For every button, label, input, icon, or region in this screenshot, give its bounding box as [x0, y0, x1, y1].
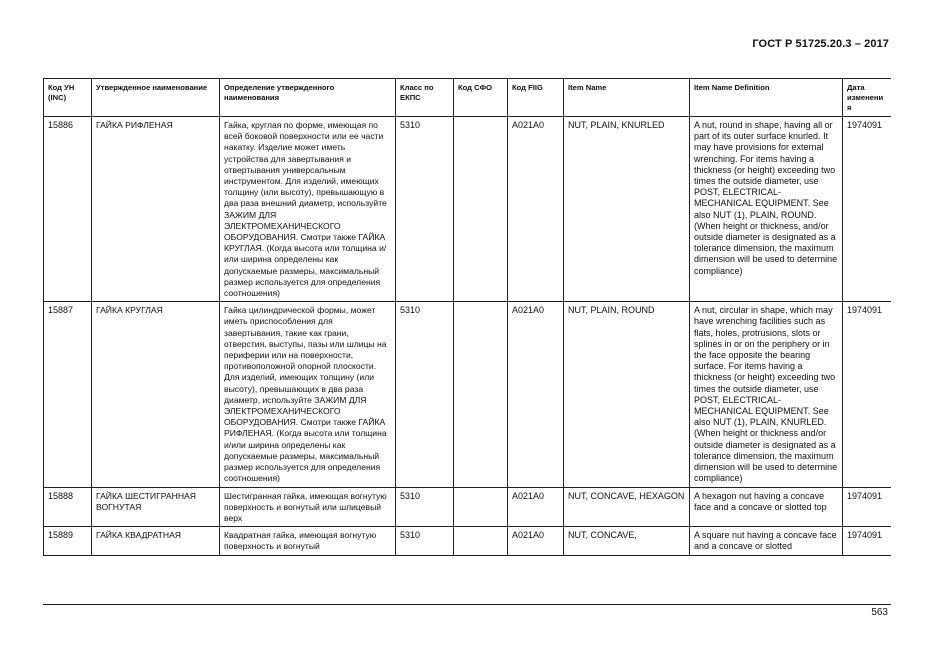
cell-definition-ru: Шестигранная гайка, имеющая вогнутую поверхность и вогнутый или шлицевый верх — [220, 487, 396, 527]
cell-item-definition: A nut, round in shape, having all or part of its outer surface knurled. It may have provisions for external wrenching. For items having a thickness (or height) exceeding two times the outside diameter, use POST, ELECTRICAL-MECHANICAL EQUIPMENT. See also NUT (1), PLAIN, ROUND. (When height or thickness, and/or outside diameter is designated as a tolerance dimension, the maximum dimension will be used to determine compliance) — [690, 117, 843, 302]
column-header-sfo: Код СФО — [454, 79, 508, 117]
cell-class: 5310 — [396, 487, 454, 527]
column-header-definition-ru: Определение утвержденного наименования — [220, 79, 396, 117]
cell-date: 1974091 — [843, 117, 892, 302]
cell-sfo — [454, 117, 508, 302]
cell-inc: 15887 — [44, 302, 92, 487]
column-header-item-name: Item Name — [564, 79, 690, 117]
cell-class: 5310 — [396, 302, 454, 487]
column-header-class: Класс по ЕКПС — [396, 79, 454, 117]
cell-definition-ru: Гайка, круглая по форме, имеющая по всей боковой поверхности или ее части накатку. Изделие может иметь устройства для завертывания и отвертывания универсальным инструментом. Для изделий, имеющих толщину (или высоту), превышающую в два раза внешний диаметр, используйте ЗАЖИМ ДЛЯ ЭЛЕКТРОМЕХАНИЧЕСКОГО ОБОРУДОВАНИЯ. Смотри также ГАЙКА КРУГЛАЯ. (Когда высота или толщина и/или ширина определены как допускаемые размеры, максимальный размер используется для определения соотношения) — [220, 117, 396, 302]
table-row — [44, 117, 892, 302]
table-row — [44, 527, 892, 555]
cell-definition-ru: Квадратная гайка, имеющая вогнутую поверхность и вогнутый — [220, 527, 396, 555]
cell-fiig: A021A0 — [508, 527, 564, 555]
cell-sfo — [454, 487, 508, 527]
cell-item-name: NUT, CONCAVE, HEXAGON — [564, 487, 690, 527]
table-row — [44, 302, 892, 487]
page-number: 563 — [871, 607, 888, 618]
cell-fiig: A021A0 — [508, 117, 564, 302]
cell-item-name: NUT, CONCAVE, — [564, 527, 690, 555]
cell-date: 1974091 — [843, 302, 892, 487]
cell-inc: 15889 — [44, 527, 92, 555]
cell-name-ru: ГАЙКА ШЕСТИГРАННАЯ ВОГНУТАЯ — [92, 487, 220, 527]
column-header-name-ru: Утвержденное наименование — [92, 79, 220, 117]
nomenclature-table-container — [43, 78, 891, 605]
document-header: ГОСТ Р 51725.20.3 – 2017 — [752, 38, 889, 50]
cell-item-name: NUT, PLAIN, KNURLED — [564, 117, 690, 302]
column-header-date: Дата изменения — [843, 79, 892, 117]
cell-inc: 15888 — [44, 487, 92, 527]
cell-item-definition: A hexagon nut having a concave face and a concave or slotted top — [690, 487, 843, 527]
column-header-item-definition: Item Name Definition — [690, 79, 843, 117]
table-header-row — [44, 79, 892, 117]
cell-item-definition: A nut, circular in shape, which may have wrenching facilities such as flats, holes, protrusions, slots or splines in or on the periphery or in the face opposite the bearing surface. For items having a thickness (or height) exceeding two times the outside diameter, use POST, ELECTRICAL-MECHANICAL EQUIPMENT. See also NUT (1), PLAIN, KNURLED. (When height or thickness and/or outside diameter is designated as a tolerance dimension, the maximum dimension will be used to determine compliance) — [690, 302, 843, 487]
cell-name-ru: ГАЙКА РИФЛЕНАЯ — [92, 117, 220, 302]
nomenclature-table — [43, 78, 891, 556]
cell-definition-ru: Гайка цилиндрической формы, может иметь приспособления для завертывания, такие как грани, отверстия, выступы, пазы или шлицы на периферии или на поверхности, противоположной опорной плоскости. Для изделий, имеющих толщину (или высоту), превышающих в два раза диаметр, используйте ЗАЖИМ ДЛЯ ЭЛЕКТРОМЕХАНИЧЕСКОГО ОБОРУДОВАНИЯ. Смотри также ГАЙКА РИФЛЕНАЯ. (Когда высота или толщина и/или ширина определены как допускаемые размеры, максимальный размер используется для определения соотношения) — [220, 302, 396, 487]
column-header-inc: Код УН (INC) — [44, 79, 92, 117]
cell-fiig: A021A0 — [508, 487, 564, 527]
cell-sfo — [454, 527, 508, 555]
table-row — [44, 487, 892, 527]
cell-inc: 15886 — [44, 117, 92, 302]
cell-name-ru: ГАЙКА КВАДРАТНАЯ — [92, 527, 220, 555]
column-header-fiig: Код FIIG — [508, 79, 564, 117]
cell-fiig: A021A0 — [508, 302, 564, 487]
cell-name-ru: ГАЙКА КРУГЛАЯ — [92, 302, 220, 487]
cell-sfo — [454, 302, 508, 487]
cell-item-name: NUT, PLAIN, ROUND — [564, 302, 690, 487]
cell-date: 1974091 — [843, 487, 892, 527]
cell-item-definition: A square nut having a concave face and a concave or slotted — [690, 527, 843, 555]
cell-date: 1974091 — [843, 527, 892, 555]
cell-class: 5310 — [396, 527, 454, 555]
cell-class: 5310 — [396, 117, 454, 302]
